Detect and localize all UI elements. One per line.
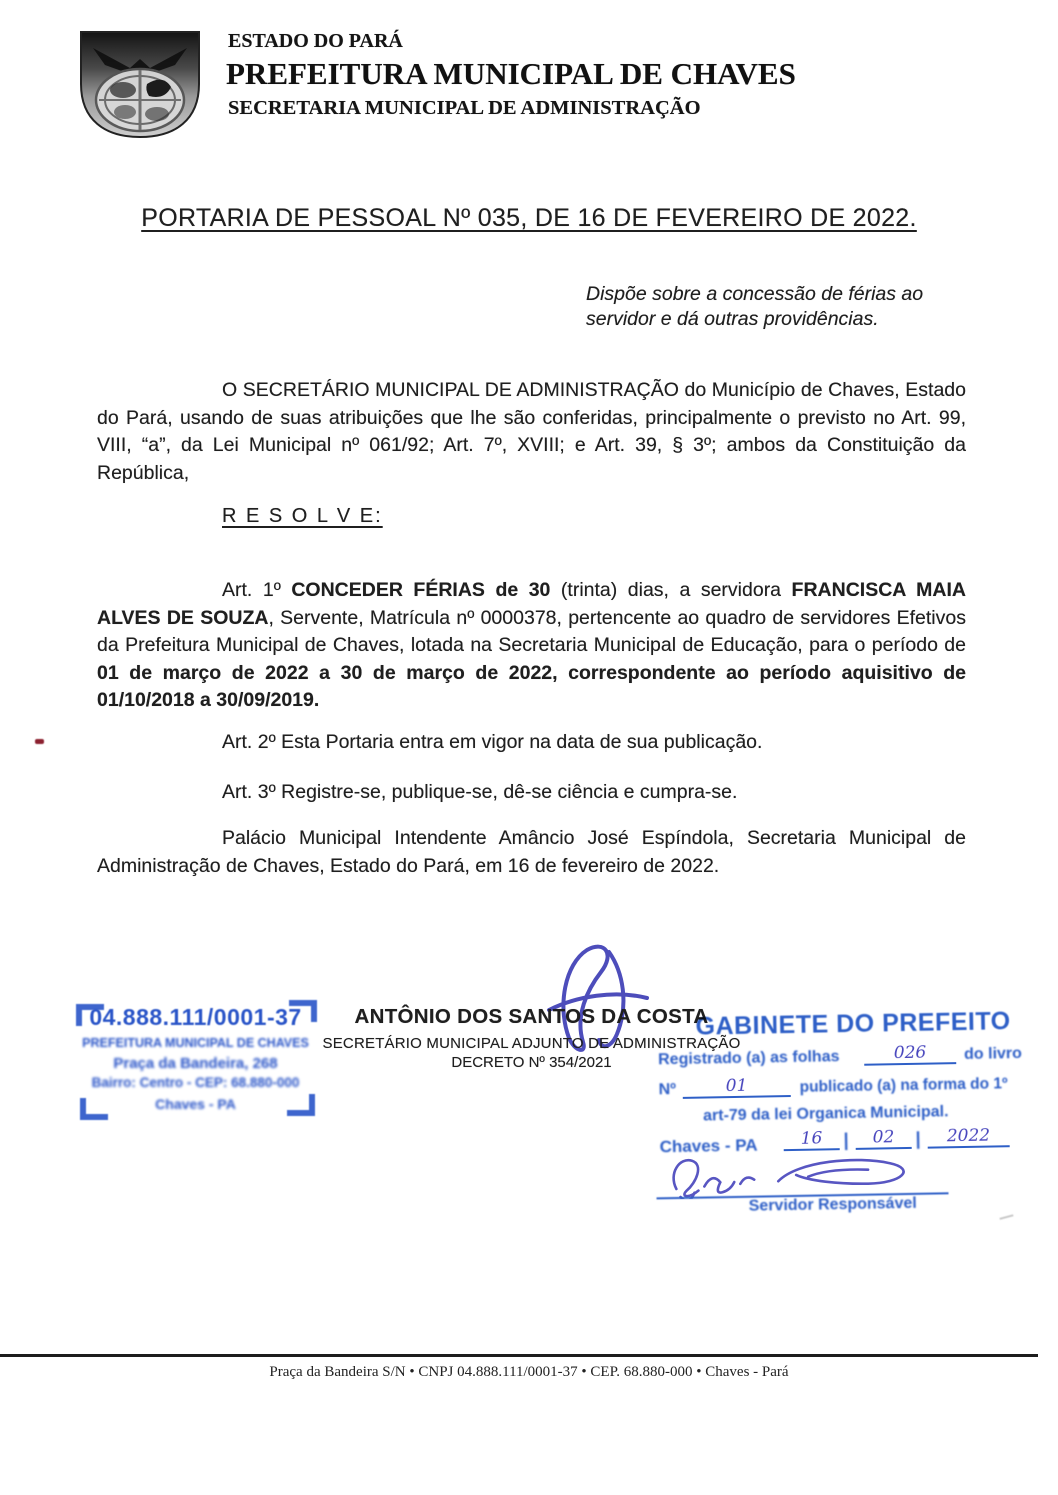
footer-address: Praça da Bandeira S/N • CNPJ 04.888.111/0001-37 • CEP. 68.880-000 • Chaves - Pará [269, 1364, 789, 1380]
signatory-decree: DECRETO Nº 354/2021 [451, 1054, 612, 1071]
header-org-name: PREFEITURA MUNICIPAL DE CHAVES [226, 56, 796, 91]
ink-speck [35, 739, 44, 744]
article-1-days: (trinta) dias, a servidora [560, 579, 792, 601]
gabinete-place-label: Chaves - PA [659, 1135, 758, 1157]
gabinete-registered-label: Registrado (a) as folhas [657, 1048, 840, 1069]
gabinete-date-month: 02 [855, 1127, 911, 1150]
gabinete-livro-label: do livro [963, 1044, 1023, 1063]
responsible-label: Servidor Responsável [748, 1194, 917, 1215]
gabinete-folhas-value: 026 [864, 1042, 956, 1066]
gabinete-stamp-title: GABINETE DO PREFEITO [695, 1007, 1011, 1041]
date-separator: | [843, 1130, 849, 1151]
cnpj-stamp-address: Praça da Bandeira, 268 [113, 1055, 278, 1072]
cnpj-stamp [78, 1000, 313, 1122]
header-state-name: ESTADO DO PARÁ [228, 30, 403, 52]
gabinete-date-day: 16 [783, 1128, 839, 1151]
date-separator: | [915, 1128, 921, 1149]
article-1-servant-name: FRANCISCA MAIA ALVES DE SOUZA [97, 579, 966, 629]
article-1-lead: Art. 1º [222, 579, 292, 601]
article-1-details: , Servente, Matrícula nº 0000378, pertencente ao quadro de servidores Efetivos da Prefeitura Municipal de Chaves, lotada na Secretaria Municipal de Educação, para o período de [97, 606, 966, 657]
gabinete-stamp [653, 1005, 1044, 1215]
article-1-grant: CONCEDER FÉRIAS de 30 [291, 579, 561, 601]
gabinete-published-label: publicado (a) na forma do 1º [799, 1075, 1008, 1096]
gabinete-number-value: 01 [682, 1075, 790, 1099]
header-department-name: SECRETARIA MUNICIPAL DE ADMINISTRAÇÃO [228, 97, 701, 119]
gabinete-law-line: art-79 da lei Organica Municipal. [702, 1103, 949, 1125]
scan-artifact [999, 1214, 1014, 1223]
signatory-role: SECRETÁRIO MUNICIPAL ADJUNTO DE ADMINISTRAÇÃO [322, 1035, 741, 1052]
article-2: Art. 2º Esta Portaria entra em vigor na data de sua publicação. [222, 731, 763, 753]
footer-rule [0, 1354, 1038, 1357]
coat-of-arms-logo [75, 28, 205, 140]
article-1 [97, 577, 966, 715]
epigraph: Dispõe sobre a concessão de férias ao servidor e dá outras providências. [586, 283, 924, 330]
gabinete-date-year: 2022 [927, 1125, 1009, 1148]
cnpj-stamp-city: Chaves - PA [155, 1096, 236, 1112]
article-3: Art. 3º Registre-se, publique-se, dê-se ciência e cumpra-se. [222, 781, 738, 803]
preamble-paragraph: O SECRETÁRIO MUNICIPAL DE ADMINISTRAÇÃO do Município de Chaves, Estado do Pará, usando de suas atribuições que lhe são conferidas, principalmente o previsto no Art. 99, VIII, “a”, da Lei Municipal nº 061/92; Art. 7º, XVIII; e Art. 39, § 3º; ambos da Constituição da República, [97, 379, 966, 484]
cnpj-stamp-number: 04.888.111/0001-37 [89, 1004, 302, 1030]
cnpj-stamp-org: PREFEITURA MUNICIPAL DE CHAVES [82, 1036, 309, 1050]
resolve-heading: R E S O L V E: [222, 505, 383, 527]
cnpj-stamp-cep: Bairro: Centro - CEP: 68.880-000 [91, 1075, 300, 1090]
article-1-period: 01 de março de 2022 a 30 de março de 2022, correspondente ao período aquisitivo de 01/10/2018 a 30/09/2019. [97, 661, 966, 712]
document-title: PORTARIA DE PESSOAL Nº 035, DE 16 DE FEVEREIRO DE 2022. [141, 204, 917, 232]
signatory-name: ANTÔNIO DOS SANTOS DA COSTA [354, 1005, 709, 1028]
closing-paragraph: Palácio Municipal Intendente Amâncio José Espíndola, Secretaria Municipal de Administração de Chaves, Estado do Pará, em 16 de fevereiro de 2022. [97, 827, 966, 877]
responsible-signature-scribble [658, 1148, 949, 1199]
gabinete-number-label: Nº [658, 1081, 677, 1099]
